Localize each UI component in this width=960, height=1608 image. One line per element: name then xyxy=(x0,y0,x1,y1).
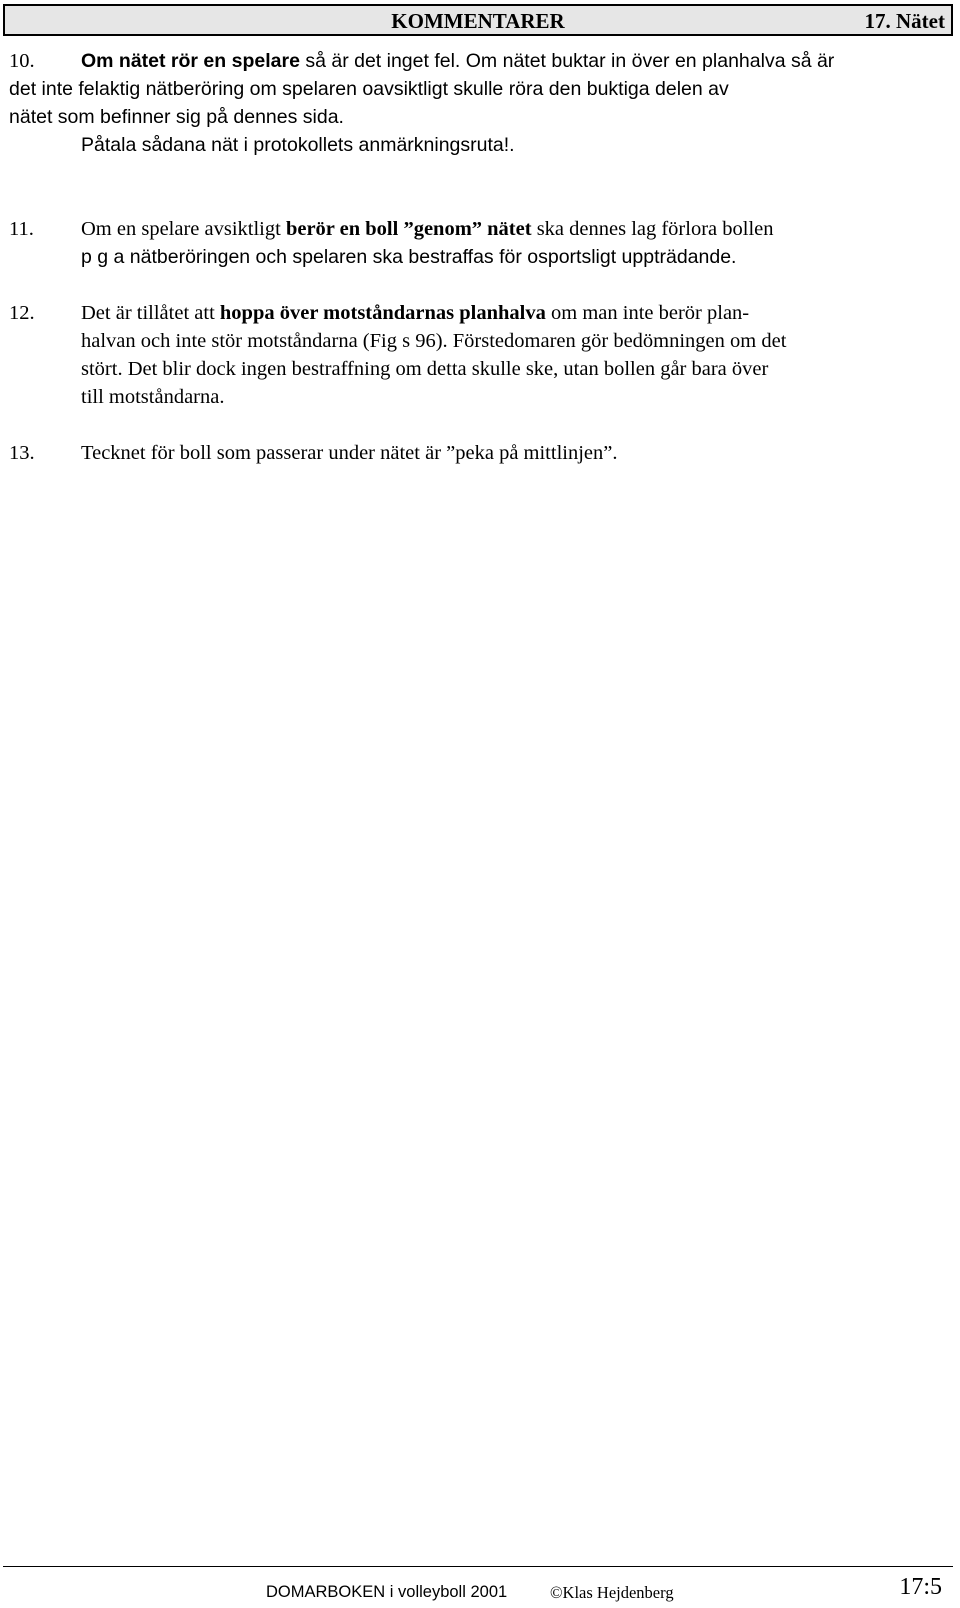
item-bold-text: Om nätet rör en spelare xyxy=(81,50,300,72)
item-line: stört. Det blir dock ingen bestraffning om detta skulle ske, utan bollen går bara över xyxy=(81,358,769,380)
item-text: om man inte berör plan- xyxy=(545,302,750,324)
item-line: Påtala sådana nät i protokollets anmärkningsruta!. xyxy=(81,134,515,156)
item-line: p g a nätberöringen och spelaren ska bestraffas för osportsligt uppträdande. xyxy=(81,246,737,268)
footer-author: ©Klas Hejdenberg xyxy=(550,1583,674,1602)
item-number: 13. xyxy=(9,442,35,464)
item-text: Det är tillåtet att xyxy=(81,302,220,324)
item-number: 12. xyxy=(9,302,35,324)
comment-item-12 xyxy=(9,299,949,411)
item-line xyxy=(81,299,949,327)
item-line xyxy=(81,215,949,243)
item-text: Om en spelare avsiktligt xyxy=(81,218,286,240)
comment-item-13 xyxy=(9,439,949,467)
comment-item-10 xyxy=(9,47,949,159)
item-number: 11. xyxy=(9,218,34,240)
item-bold-text: berör en boll ”genom” nätet xyxy=(285,218,532,240)
item-number: 10. xyxy=(9,50,35,72)
item-line: nätet som befinner sig på dennes sida. xyxy=(9,106,344,128)
page-header xyxy=(3,4,953,36)
item-line: halvan och inte stör motståndarna (Fig s 96). Förstedomaren gör bedömningen om det xyxy=(81,330,787,352)
item-line xyxy=(81,47,949,75)
item-line: det inte felaktig nätberöring om spelaren oavsiktligt skulle röra den buktiga delen av xyxy=(9,78,729,100)
header-chapter: 17. Nätet xyxy=(864,9,945,33)
comment-item-11 xyxy=(9,215,949,271)
item-line: Tecknet för boll som passerar under nätet är ”peka på mittlinjen”. xyxy=(81,442,618,464)
item-text: så är det inget fel. Om nätet buktar in över en planhalva så är xyxy=(299,50,835,72)
item-bold-text: hoppa över motståndarnas planhalva xyxy=(219,302,546,324)
item-line: till motståndarna. xyxy=(81,386,225,408)
footer-divider xyxy=(3,1566,953,1567)
page-number: 17:5 xyxy=(899,1574,942,1600)
item-text: ska dennes lag förlora bollen xyxy=(531,218,774,240)
footer-book-title: DOMARBOKEN i volleyboll 2001 xyxy=(266,1583,508,1601)
header-title: KOMMENTARER xyxy=(391,9,565,33)
